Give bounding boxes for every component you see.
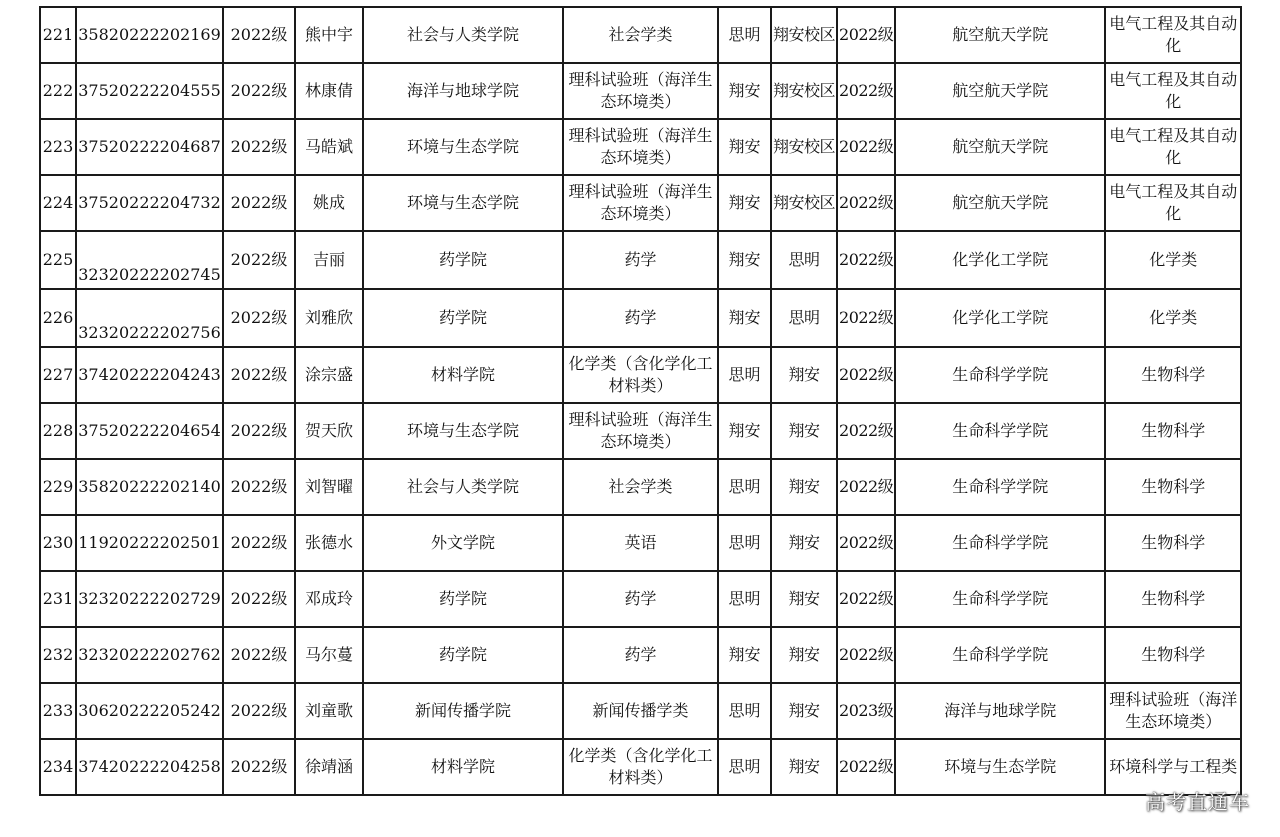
cell-student-id: 37520222204654 — [76, 403, 223, 459]
cell-serial-number: 233 — [40, 683, 76, 739]
cell-new-major: 电气工程及其自动化 — [1105, 63, 1241, 119]
cell-original-major: 药学 — [563, 571, 718, 627]
cell-new-campus: 翔安校区 — [771, 119, 837, 175]
cell-new-major: 电气工程及其自动化 — [1105, 175, 1241, 231]
cell-student-name: 张德水 — [295, 515, 363, 571]
cell-grade: 2022级 — [223, 403, 295, 459]
cell-student-id: 32320222202756 — [76, 289, 223, 347]
cell-serial-number: 227 — [40, 347, 76, 403]
cell-original-campus: 思明 — [718, 571, 771, 627]
table-row — [40, 683, 1241, 739]
cell-new-campus: 翔安校区 — [771, 63, 837, 119]
cell-new-campus: 翔安 — [771, 459, 837, 515]
table-row — [40, 175, 1241, 231]
cell-original-campus: 翔安 — [718, 627, 771, 683]
cell-original-campus: 思明 — [718, 683, 771, 739]
cell-new-college: 生命科学学院 — [895, 347, 1105, 403]
cell-original-campus: 思明 — [718, 7, 771, 63]
cell-original-college: 海洋与地球学院 — [363, 63, 563, 119]
cell-student-name: 林康倩 — [295, 63, 363, 119]
cell-serial-number: 222 — [40, 63, 76, 119]
cell-serial-number: 223 — [40, 119, 76, 175]
cell-student-name: 刘童歌 — [295, 683, 363, 739]
table-row — [40, 119, 1241, 175]
table-row — [40, 627, 1241, 683]
cell-original-major: 化学类（含化学化工材料类） — [563, 347, 718, 403]
cell-grade: 2022级 — [223, 515, 295, 571]
cell-original-campus: 翔安 — [718, 231, 771, 289]
roster-body — [40, 7, 1241, 795]
cell-original-college: 药学院 — [363, 289, 563, 347]
cell-original-campus: 思明 — [718, 739, 771, 795]
cell-serial-number: 231 — [40, 571, 76, 627]
cell-new-major: 生物科学 — [1105, 403, 1241, 459]
cell-original-college: 环境与生态学院 — [363, 175, 563, 231]
cell-new-grade: 2022级 — [837, 571, 895, 627]
cell-new-campus: 翔安 — [771, 571, 837, 627]
cell-new-grade: 2022级 — [837, 175, 895, 231]
cell-original-campus: 翔安 — [718, 175, 771, 231]
cell-new-grade: 2022级 — [837, 63, 895, 119]
cell-new-campus: 翔安 — [771, 739, 837, 795]
cell-original-college: 药学院 — [363, 627, 563, 683]
cell-new-major: 生物科学 — [1105, 571, 1241, 627]
cell-new-college: 生命科学学院 — [895, 627, 1105, 683]
cell-new-college: 海洋与地球学院 — [895, 683, 1105, 739]
cell-student-id: 32320222202762 — [76, 627, 223, 683]
cell-student-name: 马尔蔓 — [295, 627, 363, 683]
cell-original-campus: 思明 — [718, 515, 771, 571]
table-row — [40, 63, 1241, 119]
cell-original-college: 环境与生态学院 — [363, 403, 563, 459]
watermark-logo-text: 高考直通车 — [1145, 790, 1250, 814]
cell-grade: 2022级 — [223, 63, 295, 119]
cell-original-college: 环境与生态学院 — [363, 119, 563, 175]
cell-new-grade: 2022级 — [837, 459, 895, 515]
cell-new-campus: 翔安校区 — [771, 175, 837, 231]
cell-new-major: 环境科学与工程类 — [1105, 739, 1241, 795]
cell-original-major: 社会学类 — [563, 7, 718, 63]
cell-student-name: 徐靖涵 — [295, 739, 363, 795]
cell-student-id: 37520222204687 — [76, 119, 223, 175]
cell-student-id: 32320222202745 — [76, 231, 223, 289]
cell-new-grade: 2022级 — [837, 231, 895, 289]
cell-grade: 2022级 — [223, 571, 295, 627]
cell-new-college: 化学化工学院 — [895, 289, 1105, 347]
table-row — [40, 571, 1241, 627]
cell-original-college: 社会与人类学院 — [363, 459, 563, 515]
cell-original-major: 理科试验班（海洋生态环境类） — [563, 63, 718, 119]
cell-original-major: 药学 — [563, 289, 718, 347]
cell-student-id: 37520222204732 — [76, 175, 223, 231]
cell-student-name: 熊中宇 — [295, 7, 363, 63]
cell-serial-number: 221 — [40, 7, 76, 63]
cell-new-grade: 2022级 — [837, 627, 895, 683]
cell-new-grade: 2022级 — [837, 739, 895, 795]
cell-new-campus: 思明 — [771, 231, 837, 289]
cell-new-campus: 翔安 — [771, 515, 837, 571]
cell-original-college: 材料学院 — [363, 347, 563, 403]
cell-original-campus: 翔安 — [718, 119, 771, 175]
table-row — [40, 459, 1241, 515]
cell-new-campus: 翔安 — [771, 683, 837, 739]
cell-grade: 2022级 — [223, 683, 295, 739]
cell-new-campus: 翔安 — [771, 627, 837, 683]
cell-student-id: 35820222202140 — [76, 459, 223, 515]
cell-original-college: 药学院 — [363, 571, 563, 627]
cell-grade: 2022级 — [223, 347, 295, 403]
cell-new-grade: 2022级 — [837, 403, 895, 459]
cell-new-major: 电气工程及其自动化 — [1105, 119, 1241, 175]
cell-new-college: 航空航天学院 — [895, 7, 1105, 63]
cell-grade: 2022级 — [223, 627, 295, 683]
cell-serial-number: 226 — [40, 289, 76, 347]
cell-new-grade: 2023级 — [837, 683, 895, 739]
cell-new-grade: 2022级 — [837, 119, 895, 175]
cell-original-campus: 思明 — [718, 347, 771, 403]
cell-original-major: 理科试验班（海洋生态环境类） — [563, 175, 718, 231]
cell-new-college: 化学化工学院 — [895, 231, 1105, 289]
cell-grade: 2022级 — [223, 175, 295, 231]
cell-serial-number: 232 — [40, 627, 76, 683]
table-row — [40, 403, 1241, 459]
cell-student-id: 37420222204258 — [76, 739, 223, 795]
cell-original-campus: 翔安 — [718, 403, 771, 459]
table-row — [40, 7, 1241, 63]
cell-new-campus: 翔安 — [771, 347, 837, 403]
cell-grade: 2022级 — [223, 119, 295, 175]
cell-new-grade: 2022级 — [837, 347, 895, 403]
cell-original-major: 理科试验班（海洋生态环境类） — [563, 403, 718, 459]
cell-original-major: 英语 — [563, 515, 718, 571]
cell-serial-number: 228 — [40, 403, 76, 459]
cell-new-campus: 翔安 — [771, 403, 837, 459]
transfer-roster-table — [39, 6, 1242, 796]
cell-new-college: 航空航天学院 — [895, 119, 1105, 175]
cell-student-name: 邓成玲 — [295, 571, 363, 627]
cell-new-campus: 思明 — [771, 289, 837, 347]
cell-student-name: 姚成 — [295, 175, 363, 231]
cell-new-grade: 2022级 — [837, 7, 895, 63]
cell-new-major: 生物科学 — [1105, 515, 1241, 571]
cell-student-id: 35820222202169 — [76, 7, 223, 63]
cell-new-college: 生命科学学院 — [895, 403, 1105, 459]
cell-student-id: 30620222205242 — [76, 683, 223, 739]
cell-original-college: 外文学院 — [363, 515, 563, 571]
cell-student-name: 刘智曜 — [295, 459, 363, 515]
cell-original-major: 药学 — [563, 231, 718, 289]
cell-student-name: 涂宗盛 — [295, 347, 363, 403]
cell-original-campus: 翔安 — [718, 63, 771, 119]
cell-original-major: 理科试验班（海洋生态环境类） — [563, 119, 718, 175]
cell-student-id: 32320222202729 — [76, 571, 223, 627]
table-row — [40, 515, 1241, 571]
cell-original-college: 材料学院 — [363, 739, 563, 795]
cell-grade: 2022级 — [223, 459, 295, 515]
cell-student-id: 11920222202501 — [76, 515, 223, 571]
cell-original-major: 新闻传播学类 — [563, 683, 718, 739]
cell-serial-number: 234 — [40, 739, 76, 795]
cell-new-college: 生命科学学院 — [895, 459, 1105, 515]
cell-new-college: 生命科学学院 — [895, 571, 1105, 627]
cell-serial-number: 224 — [40, 175, 76, 231]
cell-new-major: 化学类 — [1105, 289, 1241, 347]
cell-new-major: 电气工程及其自动化 — [1105, 7, 1241, 63]
cell-original-college: 社会与人类学院 — [363, 7, 563, 63]
table-row — [40, 739, 1241, 795]
cell-original-college: 药学院 — [363, 231, 563, 289]
cell-new-major: 生物科学 — [1105, 459, 1241, 515]
table-row — [40, 231, 1241, 289]
cell-grade: 2022级 — [223, 7, 295, 63]
cell-new-grade: 2022级 — [837, 289, 895, 347]
cell-original-college: 新闻传播学院 — [363, 683, 563, 739]
table-row — [40, 347, 1241, 403]
cell-original-major: 化学类（含化学化工材料类） — [563, 739, 718, 795]
cell-grade: 2022级 — [223, 231, 295, 289]
cell-new-college: 生命科学学院 — [895, 515, 1105, 571]
cell-student-id: 37520222204555 — [76, 63, 223, 119]
cell-student-id: 37420222204243 — [76, 347, 223, 403]
cell-serial-number: 229 — [40, 459, 76, 515]
cell-new-campus: 翔安校区 — [771, 7, 837, 63]
cell-new-major: 化学类 — [1105, 231, 1241, 289]
cell-new-college: 航空航天学院 — [895, 175, 1105, 231]
cell-serial-number: 225 — [40, 231, 76, 289]
cell-original-campus: 思明 — [718, 459, 771, 515]
cell-original-major: 社会学类 — [563, 459, 718, 515]
cell-new-grade: 2022级 — [837, 515, 895, 571]
cell-serial-number: 230 — [40, 515, 76, 571]
cell-new-major: 理科试验班（海洋生态环境类） — [1105, 683, 1241, 739]
cell-grade: 2022级 — [223, 289, 295, 347]
cell-student-name: 马皓斌 — [295, 119, 363, 175]
cell-new-college: 环境与生态学院 — [895, 739, 1105, 795]
cell-student-name: 刘雅欣 — [295, 289, 363, 347]
cell-original-major: 药学 — [563, 627, 718, 683]
cell-original-campus: 翔安 — [718, 289, 771, 347]
cell-new-major: 生物科学 — [1105, 627, 1241, 683]
table-row — [40, 289, 1241, 347]
cell-student-name: 吉丽 — [295, 231, 363, 289]
cell-new-college: 航空航天学院 — [895, 63, 1105, 119]
cell-new-major: 生物科学 — [1105, 347, 1241, 403]
cell-grade: 2022级 — [223, 739, 295, 795]
cell-student-name: 贺天欣 — [295, 403, 363, 459]
